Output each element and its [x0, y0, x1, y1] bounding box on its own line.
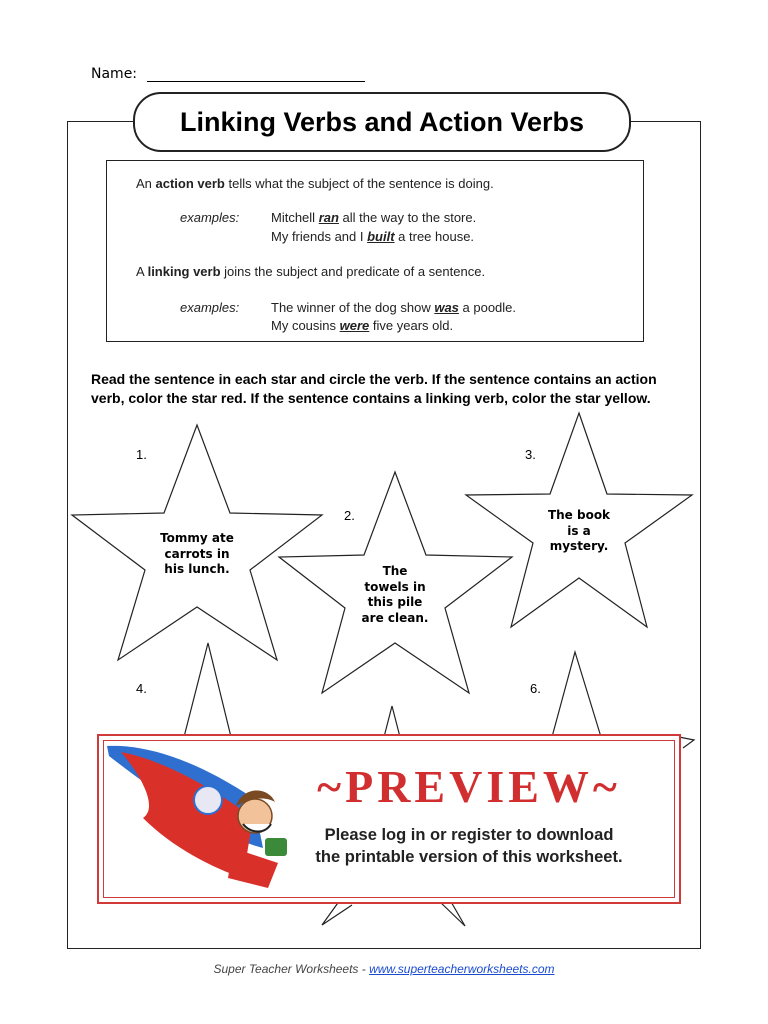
star-number-2: 2.: [344, 508, 355, 523]
worksheet-title: Linking Verbs and Action Verbs: [133, 92, 631, 152]
star-4-partial[interactable]: [184, 643, 231, 737]
sentence-line: is a: [567, 523, 591, 538]
star-2-sentence: [340, 564, 450, 626]
star-3-sentence: [524, 508, 634, 555]
footer-website-link[interactable]: www.superteacherworksheets.com: [369, 962, 555, 976]
action-verb-term: action verb: [155, 176, 225, 191]
text: five years old.: [369, 318, 454, 333]
text: Mitchell: [271, 210, 319, 225]
preview-line-2: the printable version of this worksheet.: [315, 848, 623, 866]
name-label: Name:: [91, 66, 138, 82]
examples-label: examples:: [180, 210, 240, 225]
text: My cousins: [271, 318, 340, 333]
text: a poodle.: [458, 300, 517, 315]
text: tells what the subject of the sentence is doing.: [224, 176, 494, 191]
text: all the way to the store.: [338, 210, 477, 225]
sentence-line: Tommy ate: [160, 531, 234, 545]
example-verb: were: [339, 318, 370, 333]
text: The winner of the dog show: [271, 300, 435, 315]
star-1-sentence: [140, 531, 254, 578]
sentence-line: carrots in: [164, 546, 230, 561]
sentence-line: The book: [547, 508, 611, 522]
sentence-line: this pile: [367, 595, 423, 609]
star-6-partial[interactable]: [552, 652, 601, 737]
example-verb: built: [367, 229, 395, 244]
text: An: [136, 176, 156, 191]
text: a tree house.: [394, 229, 475, 244]
sentence-line: The: [382, 564, 408, 578]
instructions: Read the sentence in each star and circle the verb. If the sentence contains an action verb, color the star red. If the sentence contains a linking verb, color the star yellow.: [91, 371, 657, 406]
star-number-6: 6.: [530, 681, 541, 696]
sentence-line: towels in: [364, 579, 426, 594]
examples-label: examples:: [180, 300, 240, 315]
preview-message[interactable]: [279, 824, 659, 868]
star-6-arm[interactable]: [679, 737, 694, 748]
text: A: [136, 264, 148, 279]
superhero-mascot-icon: [103, 738, 303, 898]
preview-line-1: Please log in or register to download: [324, 826, 614, 844]
sentence-line: are clean.: [361, 610, 429, 625]
sentence-line: his lunch.: [164, 562, 230, 576]
linking-verb-term: linking verb: [147, 264, 221, 279]
preview-banner[interactable]: [97, 734, 681, 904]
star-number-4: 4.: [136, 681, 147, 696]
footer: [0, 962, 768, 976]
star-number-1: 1.: [136, 447, 147, 462]
star-5-partial[interactable]: [384, 706, 400, 737]
text: joins the subject and predicate of a sentence.: [220, 264, 486, 279]
footer-brand: Super Teacher Worksheets -: [213, 962, 370, 976]
example-verb: ran: [318, 210, 339, 225]
star-number-3: 3.: [525, 447, 536, 462]
sentence-line: mystery.: [549, 539, 609, 553]
text: My friends and I: [271, 229, 368, 244]
preview-title: ~PREVIEW~: [317, 761, 621, 812]
example-verb: was: [434, 300, 459, 315]
